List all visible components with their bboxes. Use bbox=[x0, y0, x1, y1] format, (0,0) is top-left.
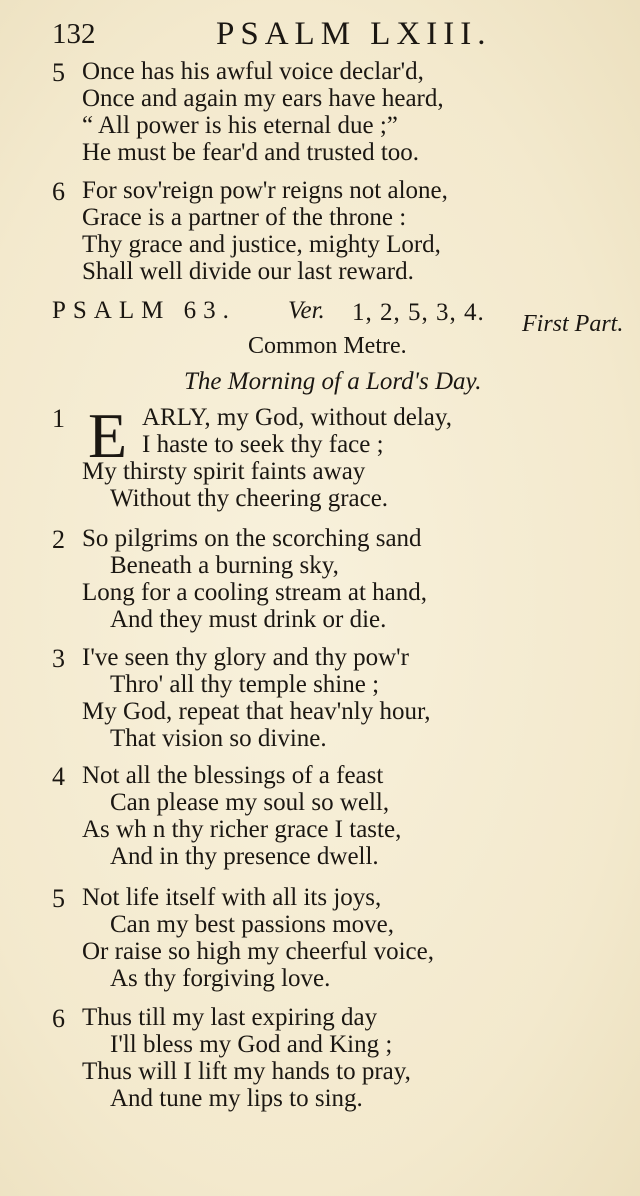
stanza-line: Or raise so high my cheerful voice, bbox=[82, 938, 434, 965]
part-label: First Part. bbox=[522, 311, 624, 337]
stanza-number: 1 bbox=[52, 404, 65, 433]
stanza-number: 3 bbox=[52, 644, 65, 673]
running-title: PSALM LXIII. bbox=[216, 16, 492, 52]
drop-cap: E bbox=[88, 400, 128, 471]
stanza-line: My thirsty spirit faints away bbox=[82, 458, 366, 485]
stanza-line: Thro' all thy temple shine ; bbox=[110, 671, 380, 698]
stanza-line: Not life itself with all its joys, bbox=[82, 884, 382, 911]
stanza-4 bbox=[52, 762, 401, 870]
stanza-line: And in thy presence dwell. bbox=[110, 843, 379, 870]
stanza-number: 5 bbox=[52, 884, 65, 913]
stanza-line: Once and again my ears have heard, bbox=[82, 85, 444, 112]
stanza-line: Long for a cooling stream at hand, bbox=[82, 579, 428, 606]
stanza-line: My God, repeat that heav'nly hour, bbox=[82, 698, 431, 725]
stanza-line: ARLY, my God, without delay, bbox=[142, 404, 452, 431]
stanza-line: “ All power is his eternal due ;” bbox=[82, 112, 398, 139]
stanza-number: 6 bbox=[52, 1004, 65, 1033]
stanza-line: He must be fear'd and trusted too. bbox=[82, 139, 420, 166]
metre-label: Common Metre. bbox=[248, 333, 407, 359]
prev-stanza-5 bbox=[52, 58, 444, 166]
stanza-line: Shall well divide our last reward. bbox=[82, 258, 414, 285]
stanza-number: 5 bbox=[52, 58, 65, 87]
stanza-line: Thus will I lift my hands to pray, bbox=[82, 1058, 411, 1085]
stanza-line: So pilgrims on the scorching sand bbox=[82, 525, 422, 552]
stanza-line: Thus till my last expiring day bbox=[82, 1004, 378, 1031]
stanza-number: 4 bbox=[52, 762, 65, 791]
stanza-number: 2 bbox=[52, 525, 65, 554]
stanza-line: Can please my soul so well, bbox=[110, 789, 390, 816]
stanza-line: Not all the blessings of a feast bbox=[82, 762, 384, 789]
verse-label: Ver. bbox=[288, 297, 325, 324]
stanza-1 bbox=[52, 400, 452, 512]
stanza-line: Can my best passions move, bbox=[110, 911, 395, 938]
verse-numbers: 1, 2, 5, 3, 4. bbox=[352, 299, 485, 326]
stanza-line: Grace is a partner of the throne : bbox=[82, 204, 407, 231]
stanza-line: For sov'reign pow'r reigns not alone, bbox=[82, 177, 448, 204]
stanza-line: I haste to seek thy face ; bbox=[142, 431, 384, 458]
psalm-heading bbox=[52, 297, 632, 357]
stanza-number: 6 bbox=[52, 177, 65, 206]
stanza-line: And tune my lips to sing. bbox=[110, 1085, 363, 1112]
stanza-3 bbox=[52, 644, 431, 752]
stanza-line: Without thy cheering grace. bbox=[110, 485, 389, 512]
stanza-line: That vision so divine. bbox=[110, 725, 327, 752]
stanza-line: As thy forgiving love. bbox=[110, 965, 331, 992]
stanza-line: Once has his awful voice declar'd, bbox=[82, 58, 424, 85]
stanza-line: As wh n thy richer grace I taste, bbox=[82, 816, 402, 843]
stanza-6 bbox=[52, 1004, 411, 1112]
stanza-line: I've seen thy glory and thy pow'r bbox=[82, 644, 409, 671]
stanza-2 bbox=[52, 525, 427, 633]
stanza-line: I'll bless my God and King ; bbox=[110, 1031, 393, 1058]
page-number: 132 bbox=[52, 18, 96, 50]
psalm-subtitle: The Morning of a Lord's Day. bbox=[184, 368, 482, 395]
psalm-title: PSALM 63. bbox=[52, 297, 236, 324]
stanza-line: Beneath a burning sky, bbox=[110, 552, 339, 579]
prev-stanza-6 bbox=[52, 177, 448, 285]
stanza-line: Thy grace and justice, mighty Lord, bbox=[82, 231, 441, 258]
running-header bbox=[52, 16, 620, 52]
stanza-line: And they must drink or die. bbox=[110, 606, 387, 633]
stanza-5 bbox=[52, 884, 434, 992]
